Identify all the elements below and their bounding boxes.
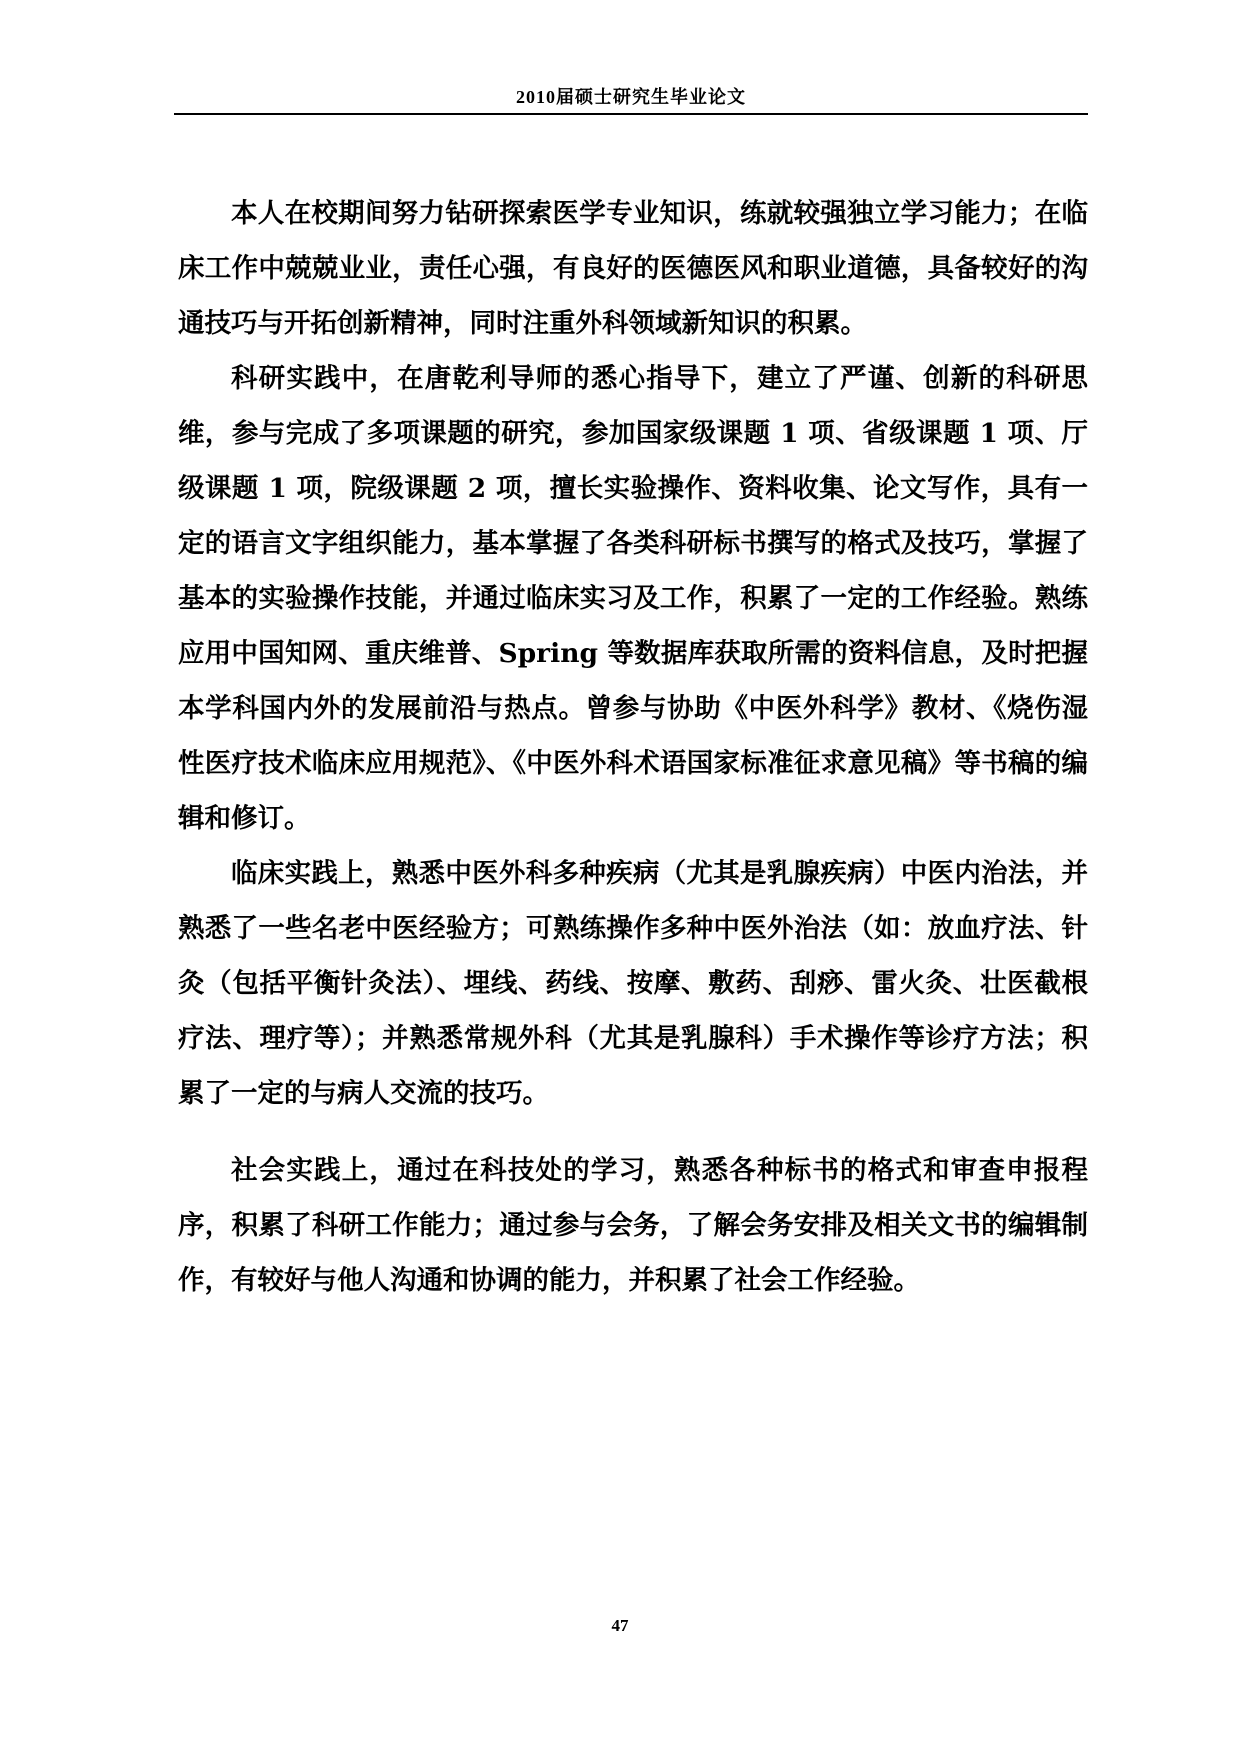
- paragraph-clinical: 临床实践上，熟悉中医外科多种疾病（尤其是乳腺疾病）中医内治法，并熟悉了一些名老中医经验方；可熟练操作多种中医外治法（如：放血疗法、针灸（包括平衡针灸法）、埋线、药线、按摩、敷药、刮痧、雷火灸、壮医截根疗法、理疗等）；并熟悉常规外科（尤其是乳腺科）手术操作等诊疗方法；积累了一定的与病人交流的技巧。: [178, 858, 1088, 1109]
- page-number: 47: [611, 1616, 629, 1635]
- paragraph-study: 本人在校期间努力钻研探索医学专业知识，练就较强独立学习能力；在临床工作中兢兢业业，责任心强，有良好的医德医风和职业道德，具备较好的沟通技巧与开拓创新精神，同时注重外科领域新知识的积累。: [178, 198, 1088, 339]
- paragraph-research: 科研实践中，在唐乾利导师的悉心指导下，建立了严谨、创新的科研思维，参与完成了多项课题的研究，参加国家级课题 1 项、省级课题 1 项、厅级课题 1 项，院级课题 2 项，擅长实验操作、资料收集、论文写作，具有一定的语言文字组织能力，基本掌握了各类科研标书撰写的格式及技巧，掌握了基本的实验操作技能，并通过临床实习及工作，积累了一定的工作经验。熟练应用中国知网、重庆维普、Spring 等数据库获取所需的资料信息，及时把握本学科国内外的发展前沿与热点。曾参与协助《中医外科学》教材、《烧伤湿性医疗技术临床应用规范》、《中医外科术语国家标准征求意见稿》等书稿的编辑和修订。: [178, 363, 1088, 834]
- paragraph-social: 社会实践上，通过在科技处的学习，熟悉各种标书的格式和审查申报程序，积累了科研工作能力；通过参与会务，了解会务安排及相关文书的编辑制作，有较好与他人沟通和协调的能力，并积累了社会工作经验。: [178, 1155, 1088, 1296]
- running-header: 2010届硕士研究生毕业论文: [516, 87, 746, 107]
- body-text: [178, 186, 1088, 1308]
- header-rule: [174, 113, 1088, 115]
